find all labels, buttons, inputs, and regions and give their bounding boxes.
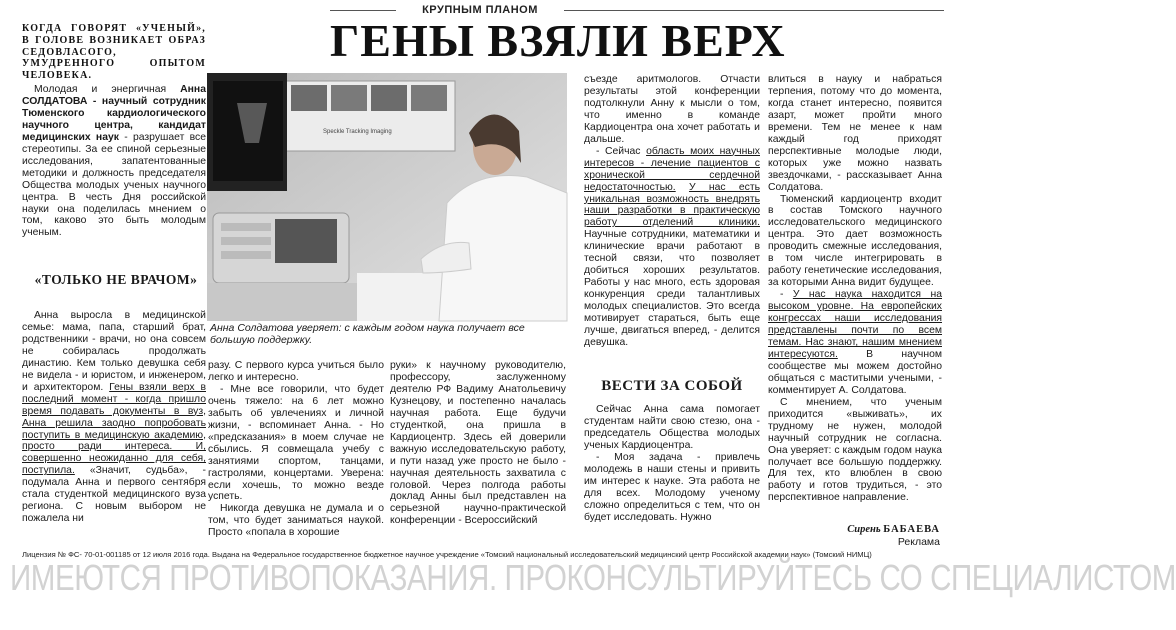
- photo-caption: Анна Солдатова уверяет: с каждым годом наука получает все большую поддержку.: [210, 322, 525, 346]
- paragraph-family: Анна выросла в медицинской семье: мама, папа, старший брат, родственники - врачи, но она совсем не собиралась продолжать династию. Кем только девушка себя не видела - и юристом, и инженером, и архитектором. Гены взяли верх в последний момент - когда пришло время подавать документы в вуз, Анна решила заодно попробовать поступить в медицинскую академию, просто ради интереса. И, совершенно неожиданно для себя, поступила. «Значит, судьба», - подумала Анна и первого сентября стала студенткой медицинского вуза региона. С новым выбором не пожалела ни: [22, 310, 207, 525]
- license-line: Лицензия № ФС- 70-01-001185 от 12 июля 2016 года. Выдана на Федеральное государственное бюджетное научное учреждение «Томский национальный исследовательский медицинский центр Российской академии наук» (Томский НИМЦ): [22, 550, 872, 559]
- col2-paragraph-1: разу. С первого курса учиться было легко и интересно.: [208, 360, 384, 383]
- monitor-text: Speckle Tracking Imaging: [323, 129, 392, 135]
- rubric-line-left: [330, 10, 396, 11]
- contraindications-banner: ИМЕЮТСЯ ПРОТИВОПОКАЗАНИЯ. ПРОКОНСУЛЬТИРУЙТЕСЬ СО СПЕЦИАЛИСТОМ: [10, 557, 1176, 598]
- column-4: [584, 74, 760, 372]
- column-3: [390, 360, 566, 548]
- photo-anna-soldatova: [207, 73, 567, 321]
- subheading-only-not-doctor: «ТОЛЬКО НЕ ВРАЧОМ»: [34, 272, 198, 287]
- intro-paragraph: Молодая и энергичная Анна СОЛДАТОВА - научный сотрудник Тюменского кардиологического научного центра, кандидат медицинских наук - разрушает все стереотипы. За ее спиной серьезные исследования, запатентованные методики и должность председателя Общества молодых ученых научного центра. В честь Дня российской науки она поделилась мнением о том, каково это быть молодым ученым.: [22, 84, 206, 239]
- rubric: КРУПНЫМ ПЛАНОМ: [422, 4, 538, 16]
- col4b-paragraph-1: Сейчас Анна сама помогает студентам найти свою стезю, она - председатель Общества молодых ученых Кардиоцентра.: [584, 404, 760, 451]
- col2-paragraph-2: - Мне все говорили, что будет очень тяжело: на 6 лет можно забыть об увлечениях и личной жизни, - вспоминает Анна. - Но «предсказания» в моем случае не сбылись. Я совмещала учебу с занятиями спортом, танцами, гастролями, концертами. Уверена: если хочешь, то можно везде успеть.: [208, 383, 384, 503]
- col5-paragraph-2: Тюменский кардиоцентр входит в состав Томского научного исследовательского медицинского центра. Это дает возможность проводить смежные исследования, в том числе интегрировать в работу генетические исследования, за которыми Анна видит будущее.: [768, 193, 942, 289]
- column-5: [768, 74, 942, 524]
- col4-paragraph-2: - Сейчас область моих научных интересов - лечение пациентов с хронической сердечной недостаточностью. У нас есть уникальная возможность внедрять наши разработки в практическую работу отделений клиники. Научные сотрудники, математики и клинические врачи работают в тесной связи, что позволяет добиться хороших результатов. Работы у нас много, есть здоровая конкуренция среди талантливых молодых специалистов. Это всегда мотивирует стараться, быть еще лучше, двигаться вперед, - делится девушка.: [584, 145, 760, 348]
- column-1-body: [22, 310, 206, 548]
- ultrasound-photo-icon: [207, 73, 567, 321]
- lead-paragraph: КОГДА ГОВОРЯТ «УЧЕНЫЙ», В ГОЛОВЕ ВОЗНИКАЕТ ОБРАЗ СЕДОВЛАСОГО, УМУДРЕННОГО ОПЫТОМ ЧЕЛОВЕКА.: [22, 23, 206, 82]
- headline: ГЕНЫ ВЗЯЛИ ВЕРХ: [330, 15, 786, 66]
- rubric-line-right: [564, 10, 944, 11]
- col4b-paragraph-2: - Моя задача - привлечь молодежь в наши стены и привить им интерес к науке. Эта работа не для всех. Молодому ученому сложно определиться с тем, что он будет исследовать. Нужно: [584, 451, 760, 523]
- subheading-lead-others: ВЕСТИ ЗА СОБОЙ: [601, 378, 743, 394]
- col4-paragraph-1: съезде аритмологов. Отчасти результаты этой конференции подтолкнули Анну к мысли о том, что именно в команде Кардиоцентра она хочет работать и дальше.: [584, 74, 760, 145]
- advert-label: Реклама: [897, 536, 940, 548]
- author-signature: Сирень БАБАЕВА: [847, 524, 940, 535]
- col3-paragraph-1: руки» к научному руководителю, профессору, заслуженному деятелю РФ Вадиму Анатольевичу Кузнецову, и постепенно началась научная работа. Еще будучи студенткой, она пришла в Кардиоцентр. Здесь ей доверили важную исследовательскую работу, и пути назад уже просто не было - научная деятельность захватила с головой. Через полгода работы доклад Анны был представлен на серьезной научно-практической конференции - Всероссийский: [390, 360, 566, 527]
- col5-paragraph-3: - У нас наука находится на высоком уровне. На европейских конгрессах наши исследования представлены почти по всем темам. Нас знают, нашим мнением интересуются. В научном сообществе мы можем достойно общаться с маститыми учеными, - комментирует А. Солдатова.: [768, 289, 942, 396]
- col5-paragraph-1: влиться в науку и набраться терпения, потому что до момента, когда станет интересно, появится азарт, может пройти много времени. Тем не менее к нам каждый год приходят перспективные молодые люди, которых уже можно назвать звездочками, - рассказывает Анна Солдатова.: [768, 74, 942, 193]
- column-1-intro: [22, 84, 206, 264]
- column-2: [208, 360, 384, 548]
- col5-paragraph-4: С мнением, что ученым приходится «выживать», их трудному не нужен, молодой научный сотрудник не согласна. Она уверяет: с каждым годом наука получает все большую поддержку. Для тех, кто влюблен в свою работу и готов трудиться, - это перспективное направление.: [768, 396, 942, 504]
- col2-paragraph-3: Никогда девушка не думала и о том, что будет заниматься наукой. Просто «попала в хорошие: [208, 503, 384, 539]
- column-4-bottom: [584, 404, 760, 548]
